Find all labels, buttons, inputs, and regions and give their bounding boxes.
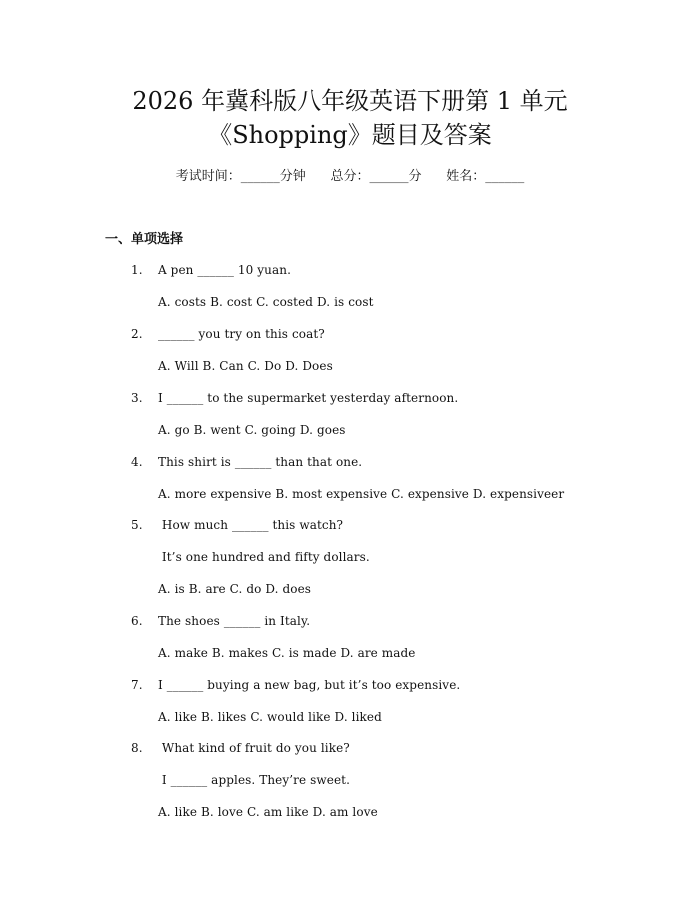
question-options: A. is B. are C. do D. does: [158, 582, 312, 596]
doc-title-line1: 2026 年冀科版八年级英语下册第 1 单元: [132, 87, 568, 115]
question-number: 4.: [131, 455, 143, 469]
question-stem-line2: It’s one hundred and fifty dollars.: [158, 550, 370, 564]
question-stem: I ______ to the supermarket yesterday afternoon.: [158, 391, 459, 405]
question-stem: This shirt is ______ than that one.: [158, 455, 363, 469]
question-options: A. like B. love C. am like D. am love: [158, 805, 378, 819]
exam-meta: 考试时间：______分钟 总分：______分 姓名：______: [175, 169, 525, 184]
question-stem: The shoes ______ in Italy.: [158, 614, 311, 628]
question-number: 5.: [131, 518, 143, 532]
question-stem: A pen ______ 10 yuan.: [158, 263, 292, 277]
section-heading: 一、单项选择: [105, 232, 184, 247]
question-stem: What kind of fruit do you like?: [158, 741, 350, 755]
question-options: A. more expensive B. most expensive C. expensive D. expensiveer: [158, 487, 565, 501]
question-number: 2.: [131, 327, 143, 341]
question-stem-line2: I ______ apples. They’re sweet.: [158, 773, 350, 787]
question-stem: How much ______ this watch?: [158, 518, 344, 532]
question-stem: I ______ buying a new bag, but it’s too expensive.: [158, 678, 461, 692]
question-stem: ______ you try on this coat?: [158, 327, 325, 341]
question-options: A. like B. likes C. would like D. liked: [158, 710, 382, 724]
doc-title-line2: 《Shopping》题目及答案: [208, 121, 492, 149]
question-number: 8.: [131, 741, 143, 755]
question-options: A. Will B. Can C. Do D. Does: [158, 359, 333, 373]
question-options: A. costs B. cost C. costed D. is cost: [158, 295, 374, 309]
question-number: 7.: [131, 678, 143, 692]
question-number: 3.: [131, 391, 143, 405]
question-number: 6.: [131, 614, 143, 628]
question-number: 1.: [131, 263, 143, 277]
question-options: A. go B. went C. going D. goes: [158, 423, 346, 437]
question-options: A. make B. makes C. is made D. are made: [158, 646, 416, 660]
